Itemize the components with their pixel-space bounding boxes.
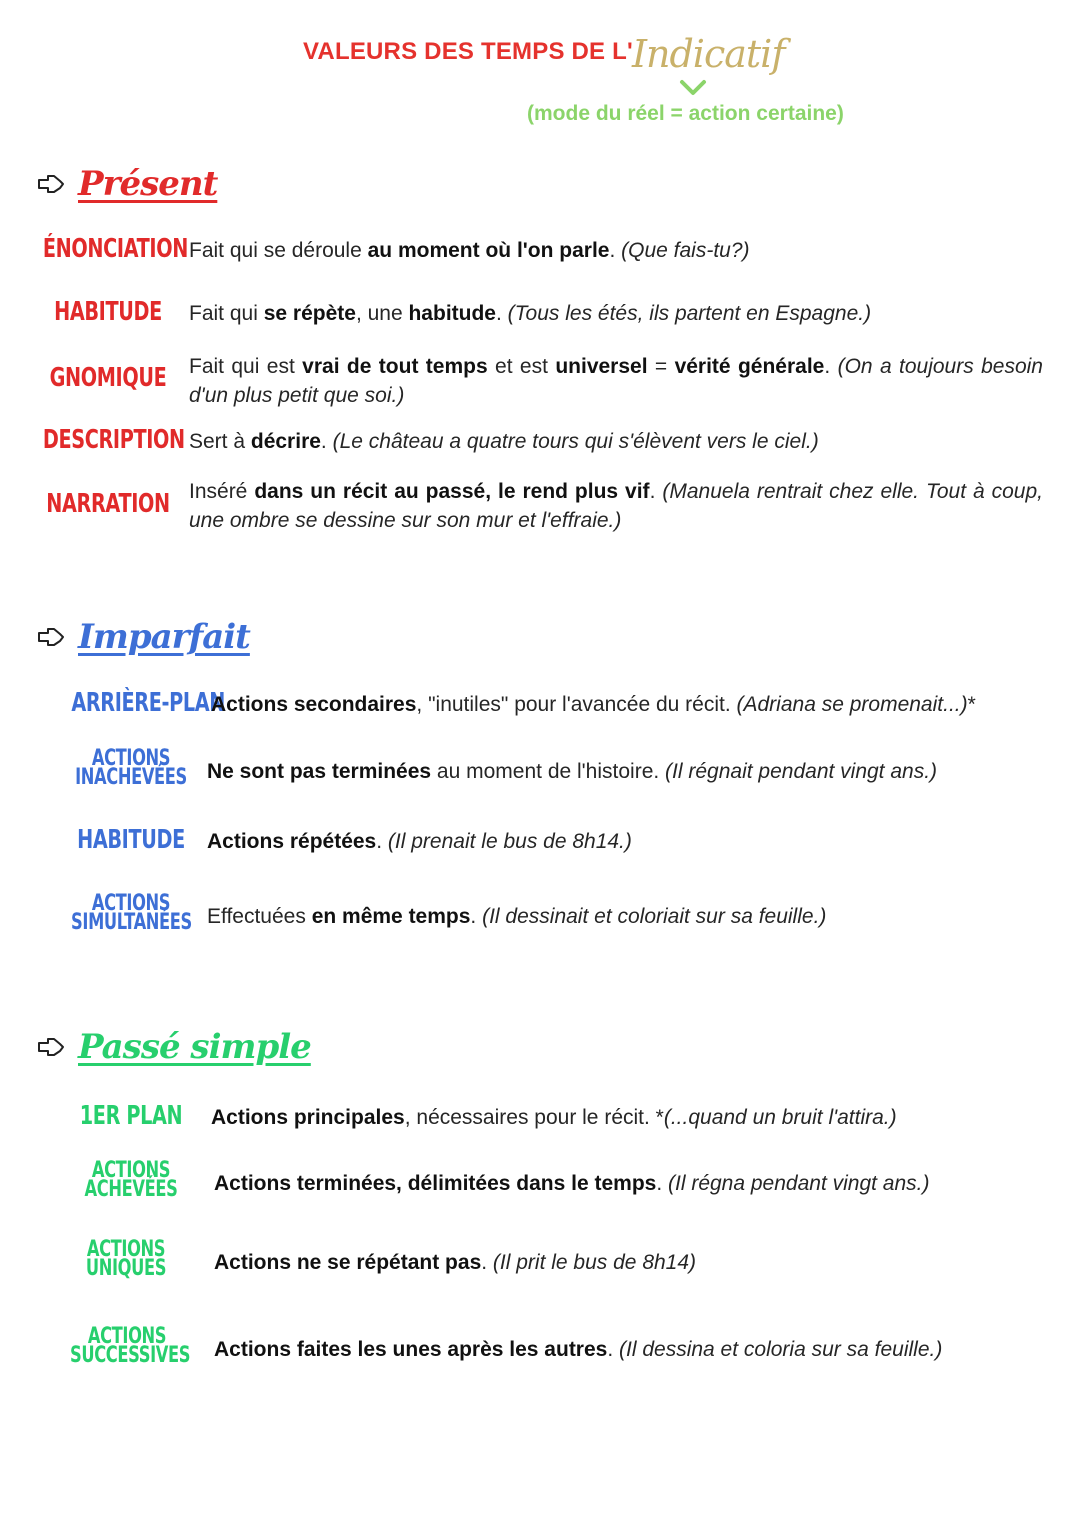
row-label: HABITUDE: [54, 297, 162, 327]
section-title-passe-simple: Passé simple: [78, 1027, 311, 1067]
row-text: Fait qui est vrai de tout temps et est universel = vérité générale. (On a toujours besoin d'un plus petit que soi.): [189, 355, 1043, 407]
row-label: ARRIÈRE-PLAN: [71, 688, 226, 718]
row-label: ÉNONCIATION: [42, 234, 188, 264]
checkmark-icon: [678, 78, 708, 98]
section-present-header: [36, 164, 217, 204]
page-title: VALEURS DES TEMPS DE L': [303, 38, 633, 65]
row-label: GNOMIQUE: [49, 363, 167, 393]
row-label: 1ER PLAN: [79, 1101, 183, 1131]
row-label: NARRATION: [46, 489, 170, 519]
row-text: Actions ne se répétant pas. (Il prit le bus de 8h14): [214, 1251, 697, 1274]
row-label: ACTIONS INACHEVÉES: [75, 746, 187, 790]
row-label: ACTIONS UNIQUES: [85, 1237, 167, 1281]
row-text: Ne sont pas terminées au moment de l'histoire. (Il régnait pendant vingt ans.): [207, 760, 938, 783]
row-label: DESCRIPTION: [42, 425, 185, 455]
section-title-imparfait: Imparfait: [78, 617, 250, 657]
row-label: ACTIONS SUCCESSIVES: [70, 1324, 191, 1368]
pointing-hand-icon: [36, 625, 66, 649]
row-label: ACTIONS SIMULTANÉES: [71, 891, 192, 935]
row-text: Fait qui se répète, une habitude. (Tous les étés, ils partent en Espagne.): [189, 302, 872, 325]
row-label: HABITUDE: [77, 825, 185, 855]
row-text: Actions répétées. (Il prenait le bus de 8h14.): [207, 830, 632, 853]
row-text: Actions terminées, délimitées dans le temps. (Il régna pendant vingt ans.): [214, 1172, 930, 1195]
row-text: Actions principales, nécessaires pour le récit. *(...quand un bruit l'attira.): [211, 1106, 897, 1129]
pointing-hand-icon: [36, 172, 66, 196]
row-text: Effectuées en même temps. (Il dessinait et coloriait sur sa feuille.): [207, 905, 827, 928]
row-label: ACTIONS ACHEVÉES: [84, 1158, 178, 1202]
section-title-present: Présent: [78, 164, 218, 204]
row-text: Inséré dans un récit au passé, le rend plus vif. (Manuela rentrait chez elle. Tout à coup, une ombre se dessine sur son mur et l'effraie.): [189, 480, 1044, 532]
row-text: Actions faites les unes après les autres. (Il dessina et coloria sur sa feuille.): [214, 1338, 943, 1361]
row-text: Actions secondaires, "inutiles" pour l'avancée du récit. (Adriana se promenait...)*: [211, 693, 976, 716]
page-title-script: Indicatif: [632, 32, 785, 76]
section-passe-simple-header: [36, 1027, 311, 1067]
row-text: Sert à décrire. (Le château a quatre tours qui s'élèvent vers le ciel.): [189, 430, 819, 453]
pointing-hand-icon: [36, 1035, 66, 1059]
section-imparfait-header: [36, 617, 250, 657]
row-text: Fait qui se déroule au moment où l'on parle. (Que fais-tu?): [189, 239, 750, 262]
page-subtitle: (mode du réel = action certaine): [527, 102, 844, 125]
